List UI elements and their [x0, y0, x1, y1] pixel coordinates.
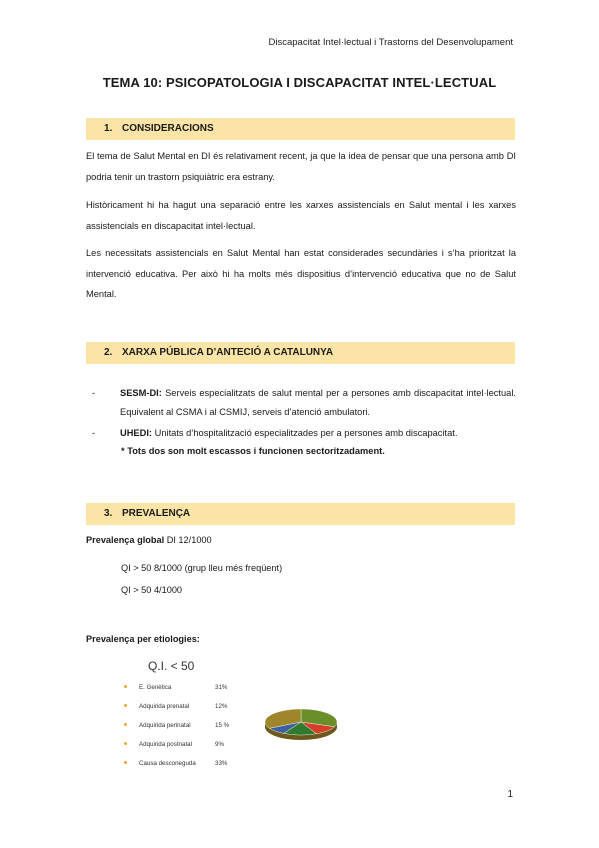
term-sesm-di: SESM-DI: — [120, 388, 162, 398]
bullet-dash: - — [92, 388, 96, 398]
section-number: 3. — [104, 508, 113, 519]
prevalence-line: QI > 50 8/1000 (grup lleu més freqüent) — [121, 563, 283, 573]
legend-value: 33% — [215, 760, 228, 767]
section-title: PREVALENÇA — [122, 508, 191, 519]
section-title: CONSIDERACIONS — [122, 123, 214, 134]
section-title: XARXA PÚBLICA D’ANTECIÓ A CATALUNYA — [122, 347, 334, 358]
bullet-dot — [124, 704, 127, 707]
legend-label: Causa desconeguda — [139, 760, 196, 767]
bullet-dot — [124, 761, 127, 764]
pie-chart — [251, 700, 351, 750]
etiologies-label: Prevalença per etiologies: — [86, 634, 200, 644]
legend-value: 12% — [215, 703, 228, 710]
list-item — [92, 384, 516, 424]
legend-label: Adquirida postnatal — [139, 741, 192, 748]
prevalence-global-label: Prevalença global — [86, 535, 165, 545]
bullet-dot — [124, 723, 127, 726]
bullet-dash: - — [92, 428, 96, 438]
section-number: 1. — [104, 123, 113, 134]
page-number: 1 — [507, 789, 513, 800]
note: * Tots dos son molt escassos i funcionen sectoritzadament. — [121, 446, 385, 456]
prevalence-global-value: DI 12/1000 — [164, 535, 212, 545]
bullet-dot — [124, 742, 127, 745]
paragraph: El tema de Salut Mental en DI és relativament recent, ja que la idea de pensar que una persona amb DI podria tenir un trastorn psiquiàtric era estrany. — [86, 151, 516, 182]
term-uhedi: UHEDI: — [120, 428, 153, 438]
legend-value: 15 % — [215, 722, 230, 729]
paragraph: Les necessitats assistencials en Salut Mental han estat considerades secundàries i s’ha prioritzat la intervenció educativa. Per això hi ha molts més dispositius d’intervenció educativa que no de Salut Mental. — [86, 248, 516, 299]
prevalence-global — [86, 535, 212, 545]
term-description: Unitats d’hospitalització especialitzades per a persones amb discapacitat. — [152, 428, 458, 438]
legend-label: E. Genètica — [139, 684, 172, 691]
legend-label: Adquirida prenatal — [139, 703, 190, 710]
section-heading-prevalenca — [86, 503, 515, 525]
legend-value: 31% — [215, 684, 228, 691]
page-title: TEMA 10: PSICOPATOLOGIA I DISCAPACITAT INTEL·LECTUAL — [102, 75, 497, 90]
term-description: Serveis especialitzats de salut mental per a persones amb discapacitat intel·lectual. Equivalent al CSMA i al CSMIJ, serveis d’atenció ambulatori. — [120, 388, 516, 417]
section-number: 2. — [104, 347, 113, 358]
legend-value: 9% — [215, 741, 224, 748]
prevalence-line: QI > 50 4/1000 — [121, 585, 183, 595]
section-heading-xarxa — [86, 342, 515, 364]
chart-title: Q.I. < 50 — [148, 659, 195, 673]
running-header: Discapacitat Intel·lectual i Trastorns del Desenvolupament — [268, 37, 513, 48]
list-item — [92, 424, 516, 444]
bullet-dot — [124, 685, 127, 688]
legend-label: Adquirida perinatal — [139, 722, 191, 729]
section-heading-consideracions — [86, 118, 515, 140]
paragraph: Històricament hi ha hagut una separació entre les xarxes assistencials en Salut mental i les xarxes assistencials en discapacitat intel·lectual. — [86, 200, 516, 231]
